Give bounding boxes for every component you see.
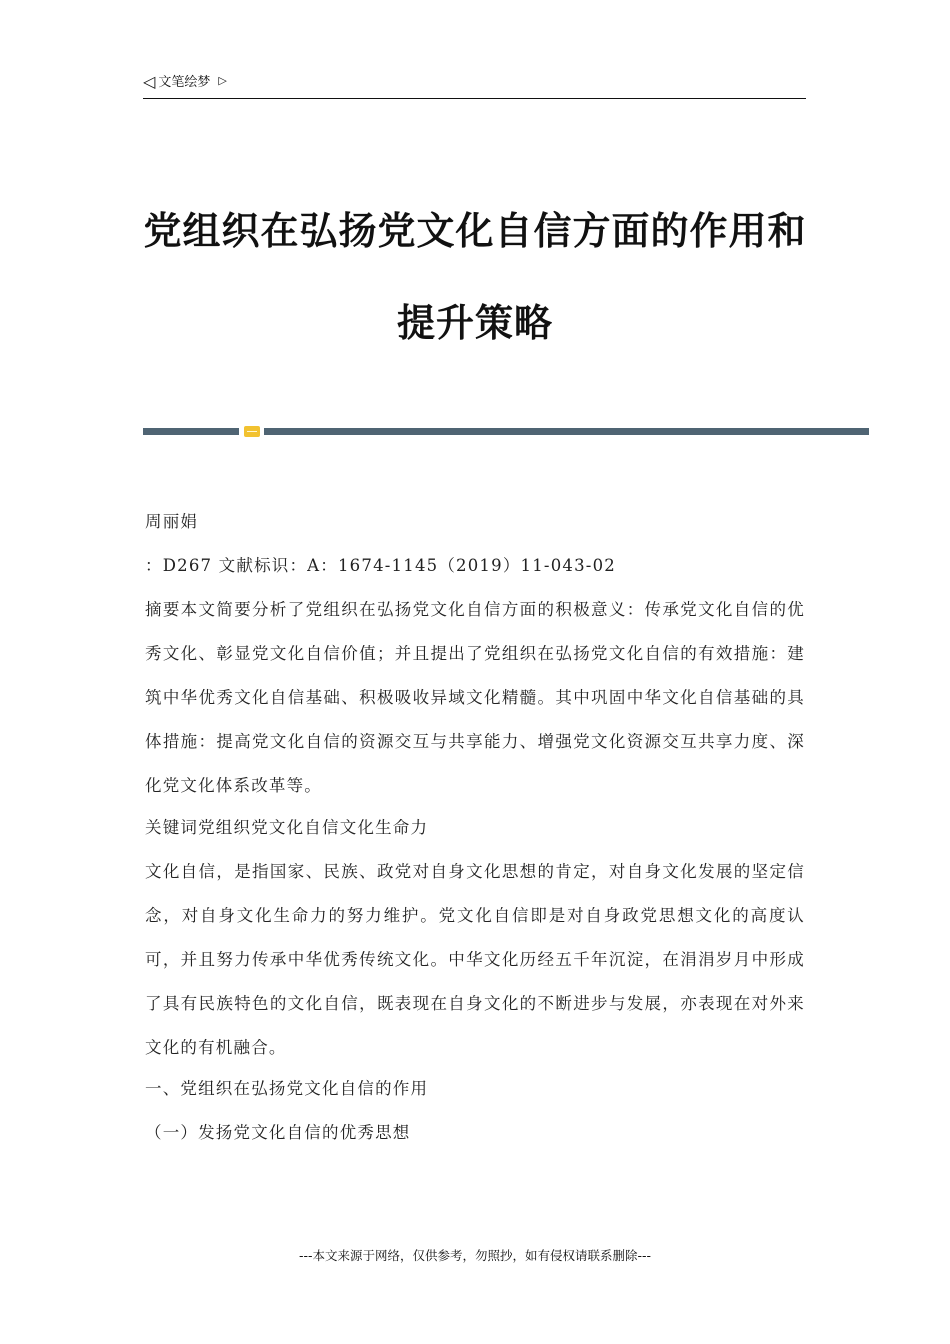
- page-header: [143, 74, 806, 99]
- author-name: 周丽娟: [145, 512, 199, 531]
- intro-paragraph: 文化自信，是指国家、民族、政党对自身文化思想的肯定，对自身文化发展的坚定信念，对自身文化生命力的努力维护。党文化自信即是对自身政党思想文化的高度认可，并且努力传承中华优秀传统文化。中华文化历经五千年沉淀，在涓涓岁月中形成了具有民族特色的文化自信，既表现在自身文化的不断进步与发展，亦表现在对外来文化的有机融合。: [145, 862, 805, 1057]
- divider-bar-left: [143, 428, 239, 435]
- triangle-right-icon: ▷: [218, 74, 227, 87]
- header-brand: 文笔绘梦: [158, 75, 211, 90]
- abstract-paragraph: 摘要本文简要分析了党组织在弘扬党文化自信方面的积极意义：传承党文化自信的优秀文化、彰显党文化自信价值；并且提出了党组织在弘扬党文化自信的有效措施：建筑中华优秀文化自信基础、积极吸收异域文化精髓。其中巩固中华文化自信基础的具体措施：提高党文化自信的资源交互与共享能力、增强党文化资源交互共享力度、深化党文化体系改革等。: [145, 600, 805, 795]
- page-footer: ---本文来源于网络，仅供参考，勿照抄，如有侵权请联系删除---: [298, 1248, 652, 1263]
- divider-bar-right: [264, 428, 869, 435]
- keywords-line: 关键词党组织党文化自信文化生命力: [145, 818, 429, 837]
- subsection-heading-1: （一）发扬党文化自信的优秀思想: [145, 1123, 411, 1142]
- classification-line: ：D267 文献标识：A：1674-1145（2019）11-043-02: [145, 556, 616, 575]
- divider-chip-icon: [244, 426, 260, 437]
- title-line-1: 党组织在弘扬党文化自信方面的作用和: [143, 209, 807, 253]
- triangle-left-icon: ◁: [143, 72, 156, 91]
- title-line-2: 提升策略: [396, 301, 553, 345]
- title-divider: [143, 426, 869, 438]
- section-heading-1: 一、党组织在弘扬党文化自信的作用: [145, 1079, 429, 1098]
